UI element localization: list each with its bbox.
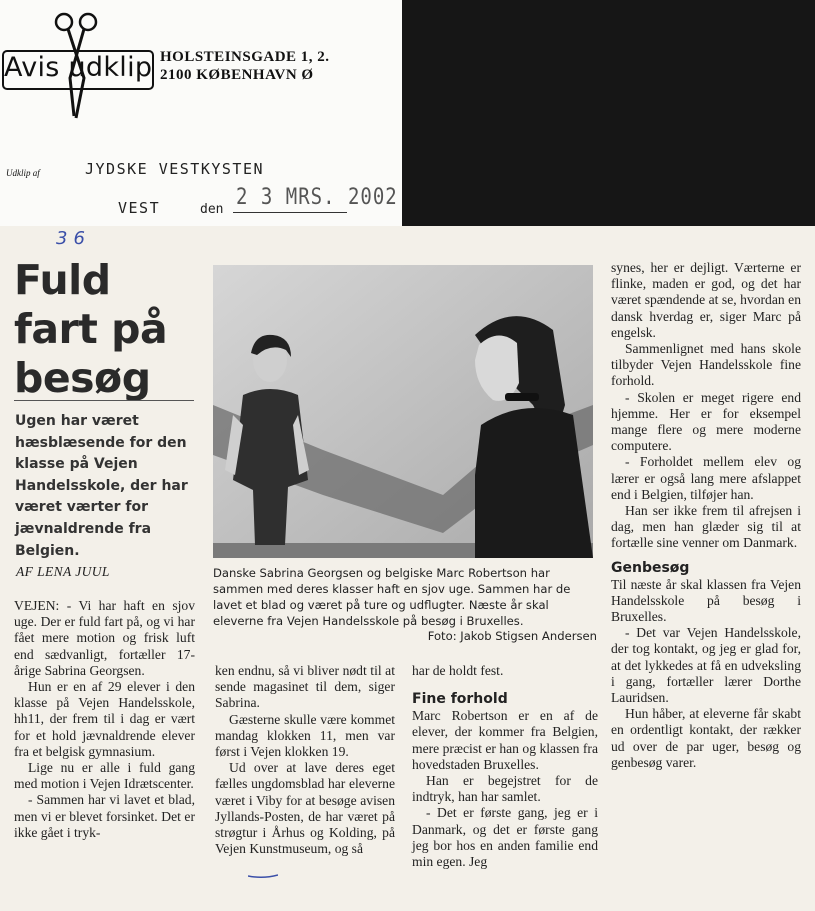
paragraph: Hun er en af 29 elever i den klasse på Vejen Handelsskole, hh11, der frem til i dag er vært for et hold jævnaldrende elever fra et belgisk gymnasium.	[14, 679, 195, 759]
clipping-service-header	[0, 0, 402, 226]
paragraph: - Skolen er meget rigere end hjemme. Her er for eksempel mange flere og mere moderne computere.	[611, 389, 801, 454]
paragraph: - Det var Vejen Handelsskole, der tog kontakt, og jeg er glad for, at det lykkedes at få en udveksling i gang, fortæller lærer Dorthe Lauridsen.	[611, 625, 801, 706]
subheading: Fine forhold	[412, 691, 508, 708]
address-line-1: HOLSTEINSGADE 1, 2.	[160, 49, 330, 65]
lede: Ugen har været hæsblæsende for den klasse på Vejen Handelsskole, der har været værter for jævnaldrende fra Belgien.	[15, 413, 188, 559]
paragraph: Lige nu er alle i fuld gang med motion i Vejen Idrætscenter.	[14, 760, 195, 792]
date-label: den	[200, 202, 224, 217]
paragraph: ken endnu, så vi bliver nødt til at sende magasinet til dem, siger Sabrina.	[215, 663, 395, 711]
paragraph: Marc Robertson er en af de elever, der kommer fra Belgien, mere præcist er han og klassen fra hovedstaden Bruxelles.	[412, 708, 598, 772]
paragraph: - Det er første gang, jeg er i Danmark, og det er første gang jeg bor hos en anden familie end min egen. Jeg	[412, 805, 598, 870]
paragraph: Han er begejstret for de indtryk, han har samlet.	[412, 773, 598, 805]
paragraph: har de holdt fest.	[412, 663, 504, 678]
article-photo	[213, 265, 593, 558]
headline-line: fart på	[14, 305, 168, 353]
paragraph: Han ser ikke frem til afrejsen i dag, men han glæder sig til at fortælle sine venner om Danmark.	[611, 503, 801, 551]
dark-background	[402, 0, 815, 233]
clipping-edge	[402, 233, 815, 241]
logo-text: Avis udklip	[4, 52, 153, 83]
pen-underline-mark	[248, 873, 278, 879]
photo-credit: Foto: Jakob Stigsen Andersen	[427, 629, 597, 643]
paragraph: Til næste år skal klassen fra Vejen Handelsskole på besøg i Bruxelles.	[611, 576, 801, 625]
newspaper-name: JYDSKE VESTKYSTEN	[85, 160, 265, 178]
date-underline	[233, 212, 347, 213]
body-column-2	[215, 663, 395, 857]
body-column-1	[14, 598, 195, 841]
paragraph: - Forholdet mellem elev og lærer er også lang mere afslappet end i Belgien, tilføjer han.	[611, 454, 801, 502]
subheading: Genbesøg	[611, 559, 690, 576]
headline-line: besøg	[14, 354, 151, 402]
handwritten-number: 36	[56, 228, 91, 249]
paragraph: Ud over at lave deres eget fælles ungdomsblad har eleverne været i Viby for at besøge avisen Jyllands-Posten, de har været på strøgtur i Århus og Kolding, på Vejen Kunstmuseum, og så	[215, 760, 395, 857]
paragraph: VEJEN: - Vi har haft en sjov uge. Der er fuld fart på, og vi har fået mere motion og frisk luft end sædvanligt, fortæller 17-årige Sabrina Georgsen.	[14, 598, 195, 678]
body-column-3	[412, 663, 598, 870]
photo-caption: Danske Sabrina Georgsen og belgiske Marc Robertson har sammen med deres klasser haft en sjov uge. Sammen har de lavet et blad og været på ture og udflugter. Næste år skal eleverne fra Vejen Handelsskole på besøg i Bruxelles.	[213, 566, 571, 629]
paragraph: Hun håber, at eleverne får skabt en ordentligt kontakt, der rækker ud over de par uger, besøg og genbesøg varer.	[611, 706, 801, 770]
paragraph: Sammenlignet med hans skole tilbyder Vejen Handelsskole fine forhold.	[611, 341, 801, 389]
paragraph: - Sammen har vi lavet et blad, men vi er blevet forsinket. Det er ikke gået i tryk-	[14, 792, 195, 840]
source-label: Udklip af	[6, 168, 40, 178]
paragraph: synes, her er dejligt. Værterne er flinke, maden er god, og det har været spændende at se, hvordan en dansk hverdag er, siger Marc på engelsk.	[611, 260, 801, 340]
address-line-2: 2100 KØBENHAVN Ø	[160, 67, 314, 83]
paragraph: Gæsterne skulle være kommet mandag klokken 11, men var først i Vejen klokken 19.	[215, 711, 395, 760]
headline-line: Fuld	[14, 256, 111, 304]
byline: AF LENA JUUL	[16, 564, 110, 579]
date-stamp: 2 3 MRS. 2002	[236, 184, 398, 210]
body-column-4	[611, 260, 801, 771]
edition: VEST	[118, 199, 161, 217]
divider	[14, 400, 194, 401]
headline	[14, 256, 204, 403]
